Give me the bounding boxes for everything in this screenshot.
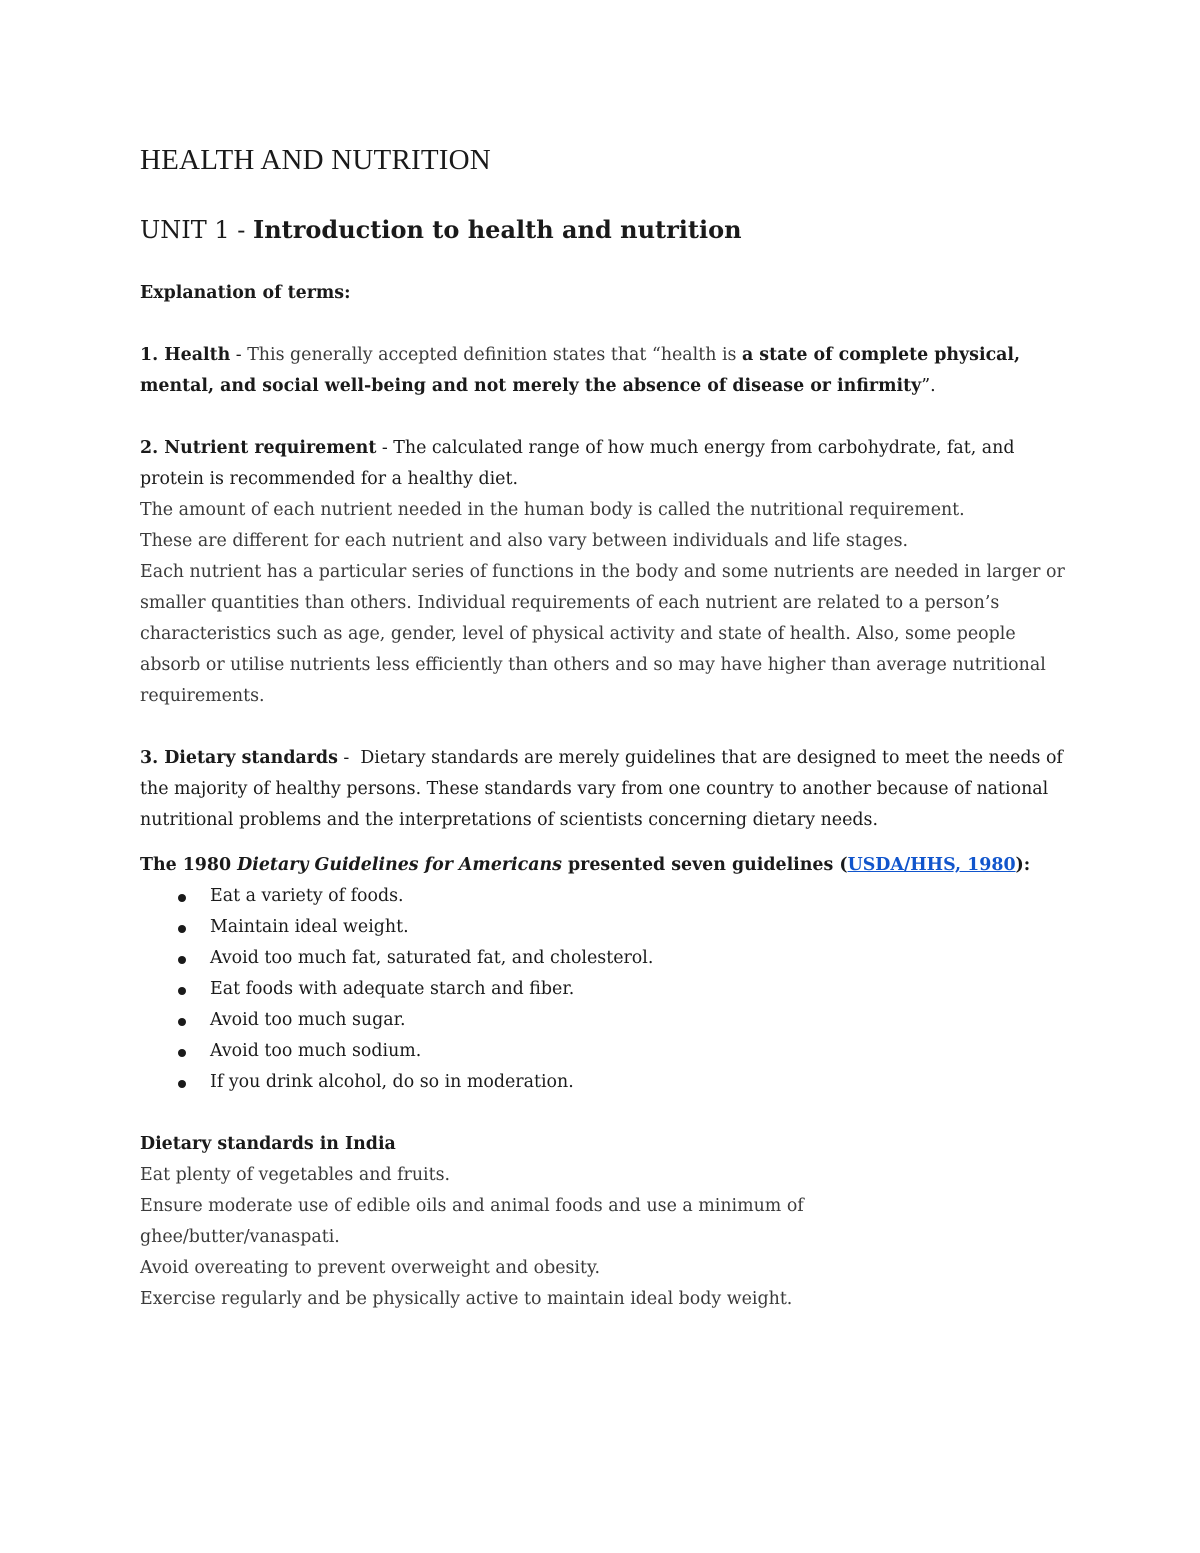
term-health-definition: a state of complete physical, mental, and social well-being and not merely the absence of disease or infirmity [140,345,1021,396]
bullet-icon [178,894,186,902]
term-nutrient-sep: - [376,438,394,458]
list-item-text: Avoid too much fat, saturated fat, and cholesterol. [210,948,654,968]
india-line: ghee/butter/vanaspati. [140,1227,340,1247]
list-item-text: Avoid too much sugar. [210,1010,406,1030]
document-page [140,138,1070,1315]
document-title: HEALTH AND NUTRITION [140,144,491,176]
list-item [140,1005,1070,1036]
list-item [140,912,1070,943]
bullet-icon [178,1049,186,1057]
guidelines-heading [140,850,1070,881]
india-line: Ensure moderate use of edible oils and animal foods and use a minimum of [140,1196,804,1216]
term-dietary-label: 3. Dietary standards [140,748,338,768]
list-item-text: If you drink alcohol, do so in moderation. [210,1072,574,1092]
term-nutrient [140,433,1070,495]
term-health-sep: - [230,345,248,365]
bullet-icon [178,925,186,933]
unit-heading [140,210,1070,250]
term-nutrient-label: 2. Nutrient requirement [140,438,377,458]
list-item [140,974,1070,1005]
list-item-text: Avoid too much sodium. [210,1041,422,1061]
list-item [140,1067,1070,1098]
term-health [140,340,1070,402]
india-line: Eat plenty of vegetables and fruits. [140,1165,451,1185]
explanation-heading: Explanation of terms: [140,283,351,303]
guidelines-heading-after: presented seven guidelines ( [561,855,848,875]
india-heading: Dietary standards in India [140,1134,396,1154]
list-item [140,881,1070,912]
list-item [140,1036,1070,1067]
bullet-icon [178,956,186,964]
term-health-text: This generally accepted definition states that “health is [247,345,742,365]
unit-label: UNIT 1 [140,216,230,244]
term-nutrient-text: The calculated range of how much energy from carbohydrate, fat, and protein is recommended for a healthy diet. [140,438,1015,489]
term-dietary [140,743,1070,836]
usda-hhs-link[interactable]: USDA/HHS, 1980 [847,855,1016,875]
bullet-icon [178,987,186,995]
guidelines-heading-before: The 1980 [140,855,238,875]
unit-separator: - [229,216,253,244]
bullet-icon [178,1080,186,1088]
list-item [140,943,1070,974]
term-health-end: ”. [921,376,936,396]
list-item-text: Eat foods with adequate starch and fiber. [210,979,575,999]
bullet-icon [178,1018,186,1026]
term-nutrient-line1: The amount of each nutrient needed in the human body is called the nutritional requirement. [140,500,965,520]
guidelines-heading-end: ): [1015,855,1031,875]
guidelines-list [140,881,1070,1098]
unit-name: Introduction to health and nutrition [253,215,742,244]
term-nutrient-line3: Each nutrient has a particular series of functions in the body and some nutrients are needed in larger or smaller quantities than others. Individual requirements of each nutrient are related to a person’s characteristics such as age, gender, level of physical activity and state of health. Also, some people absorb or utilise nutrients less efficiently than others and so may have higher than average nutritional requirements. [140,562,1065,706]
india-line: Avoid overeating to prevent overweight and obesity. [140,1258,601,1278]
term-health-label: 1. Health [140,345,231,365]
term-dietary-sep: - [337,748,361,768]
term-nutrient-line2: These are different for each nutrient and also vary between individuals and life stages. [140,531,909,551]
india-line: Exercise regularly and be physically active to maintain ideal body weight. [140,1289,793,1309]
list-item-text: Eat a variety of foods. [210,886,404,906]
term-dietary-text: Dietary standards are merely guidelines that are designed to meet the needs of the majority of healthy persons. These standards vary from one country to another because of national nutritional problems and the interpretations of scientists concerning dietary needs. [140,748,1063,830]
guidelines-heading-italic: Dietary Guidelines for Americans [237,855,562,875]
list-item-text: Maintain ideal weight. [210,917,409,937]
